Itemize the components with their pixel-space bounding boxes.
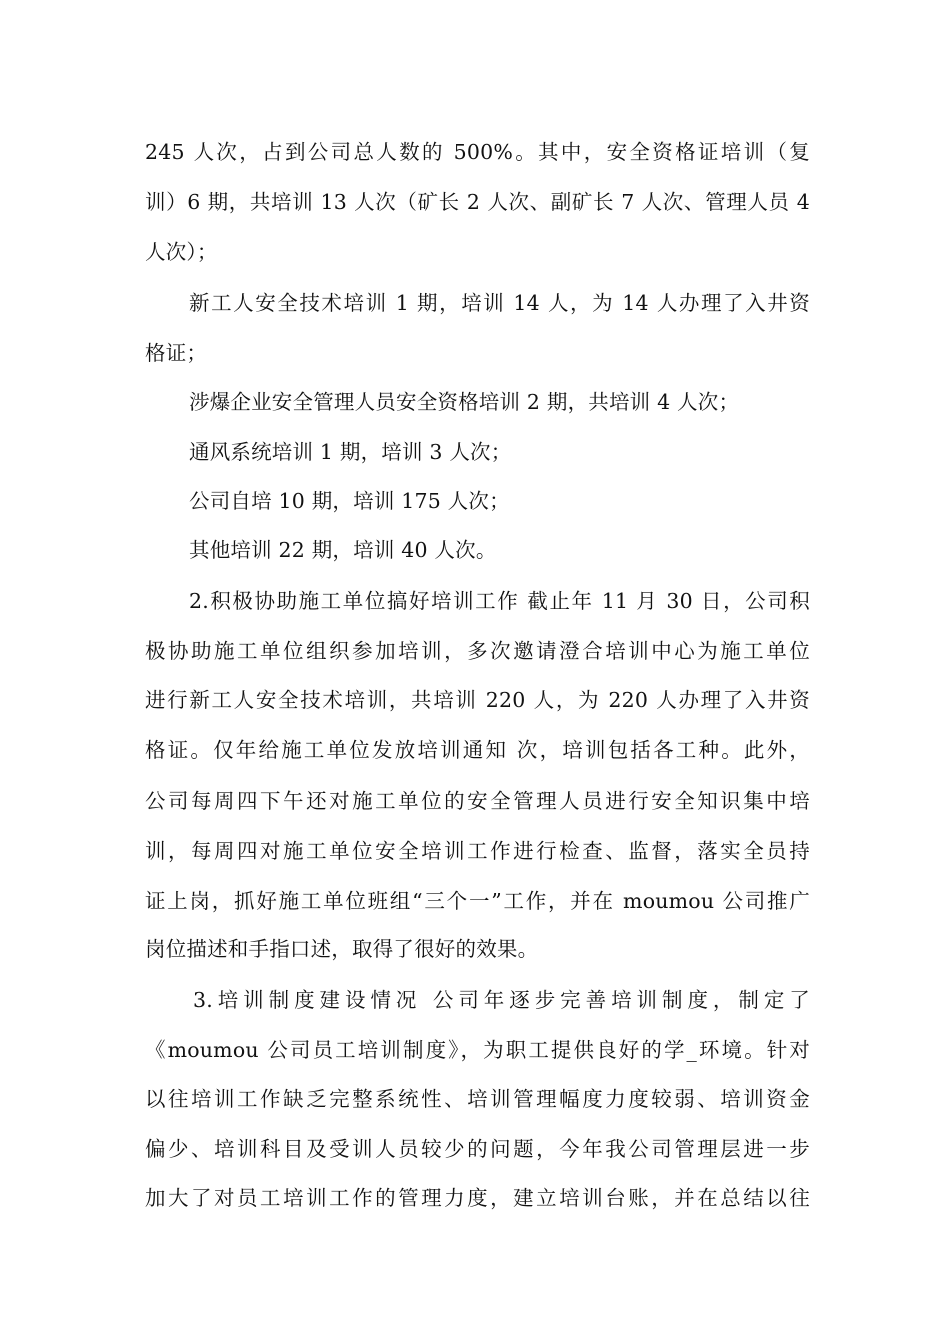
text-line: 岗位描述和手指口述，取得了很好的效果。 xyxy=(145,937,539,961)
text-line: 3.培训制度建设情况 公司年逐步完善培训制度，制定了 xyxy=(193,988,810,1012)
text-line: 人次）； xyxy=(145,240,218,264)
text-line: 以往培训工作缺乏完整系统性、培训管理幅度力度较弱、培训资金 xyxy=(145,1087,810,1111)
text-line: 训，每周四对施工单位安全培训工作进行检查、监督，落实全员持 xyxy=(145,839,810,863)
text-line: 《moumou 公司员工培训制度》，为职工提供良好的学_环境。针对 xyxy=(145,1038,810,1062)
text-line: 训）6 期，共培训 13 人次（矿长 2 人次、副矿长 7 人次、管理人员 4 xyxy=(145,190,810,214)
text-line: 极协助施工单位组织参加培训，多次邀请澄合培训中心为施工单位 xyxy=(145,639,810,663)
text-line: 公司自培 10 期，培训 175 人次； xyxy=(189,489,510,513)
text-line: 加大了对员工培训工作的管理力度，建立培训台账，并在总结以往 xyxy=(145,1186,810,1210)
text-line: 证上岗，抓好施工单位班组“三个一”工作，并在 moumou 公司推广 xyxy=(145,889,810,913)
text-line: 格证； xyxy=(145,341,208,365)
text-line: 偏少、培训科目及受训人员较少的问题，今年我公司管理层进一步 xyxy=(145,1137,810,1161)
text-line: 2.积极协助施工单位搞好培训工作 截止年 11 月 30 日，公司积 xyxy=(189,589,810,613)
text-line: 其他培训 22 期，培训 40 人次。 xyxy=(189,538,497,562)
text-line: 245 人次，占到公司总人数的 500%。其中，安全资格证培训（复 xyxy=(145,140,810,164)
text-line: 格证。仅年给施工单位发放培训通知 次，培训包括各工种。此外， xyxy=(145,738,810,762)
text-line: 涉爆企业安全管理人员安全资格培训 2 期，共培训 4 人次； xyxy=(189,390,740,414)
text-line: 公司每周四下午还对施工单位的安全管理人员进行安全知识集中培 xyxy=(145,789,810,813)
text-line: 进行新工人安全技术培训，共培训 220 人，为 220 人办理了入井资 xyxy=(145,688,810,712)
text-line: 通风系统培训 1 期，培训 3 人次； xyxy=(189,440,512,464)
text-line: 新工人安全技术培训 1 期，培训 14 人，为 14 人办理了入井资 xyxy=(189,291,810,315)
